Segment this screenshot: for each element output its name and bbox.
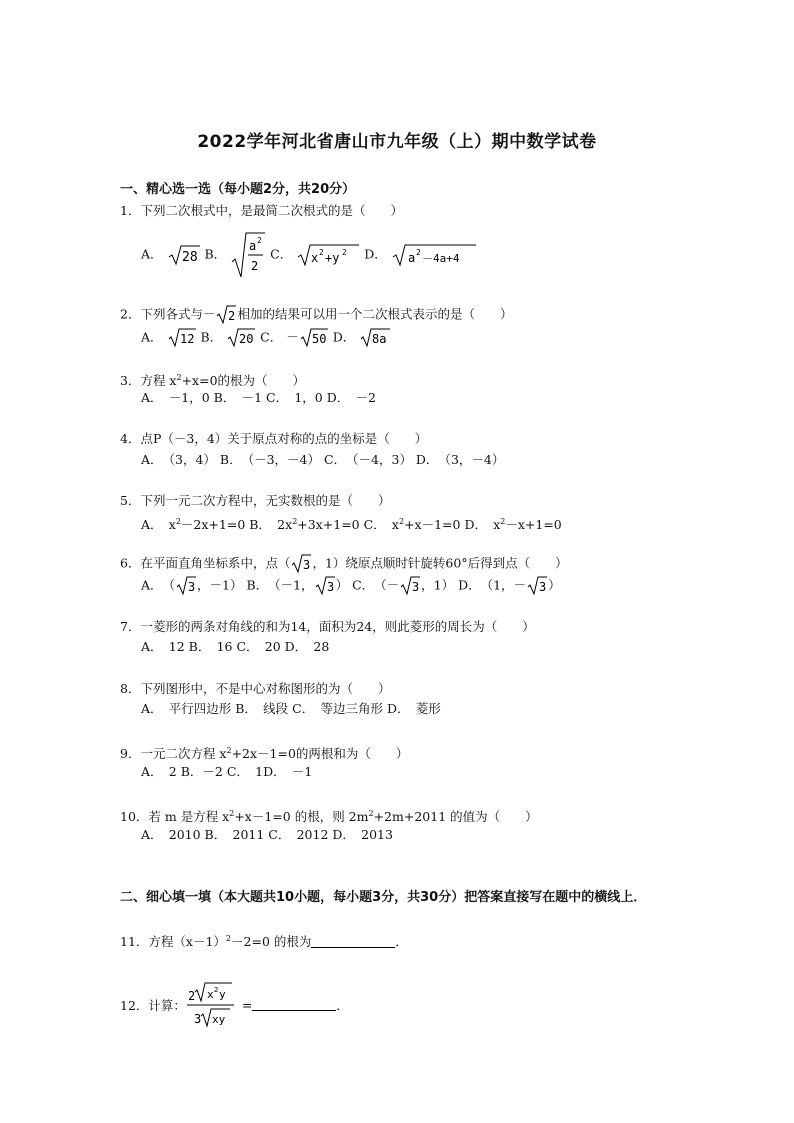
- svg-text:a: a: [249, 239, 257, 253]
- sqrt-28: [167, 243, 201, 267]
- question-6-stem: 6．在平面直角坐标系中，点（ 3 ，1）绕原点顺时针旋转60°后得到点（ ）: [120, 553, 568, 575]
- sqrt-50: [299, 327, 329, 349]
- question-8-options: A． 平行四边形 B． 线段 C． 等边三角形 D． 菱形: [141, 701, 441, 716]
- question-7-options: A． 12 B． 16 C． 20 D． 28: [141, 639, 330, 654]
- fraction-sqrt-expression: [186, 982, 242, 1028]
- svg-text:2: 2: [213, 986, 219, 994]
- svg-text:3: 3: [188, 580, 196, 594]
- answer-blank-12[interactable]: [252, 996, 336, 1011]
- question-5-stem: 5．下列一元二次方程中，无实数根的是（ ）: [120, 493, 391, 508]
- question-3-options: A． －1，0 B． －1 C． 1，0 D． －2: [141, 390, 376, 405]
- svg-text:3: 3: [326, 580, 334, 594]
- question-2-stem: 2．下列各式与－ 2 相加的结果可以用一个二次根式表示的是（ ）: [120, 304, 512, 326]
- question-10-stem: 10．若 m 是方程 $x^2+x-1=0$ 的根，则 $2m^2+2m+2011$ 的值为（ ）: [120, 809, 538, 824]
- page-title: 2022学年河北省唐山市九年级（上）期中数学试卷: [197, 132, 597, 152]
- svg-text:3: 3: [539, 580, 547, 594]
- question-2-options: A． 12 B． 20 C． － 50 D． 8a: [141, 327, 391, 349]
- svg-text:3: 3: [303, 558, 311, 572]
- svg-text:x: x: [206, 988, 214, 1001]
- question-1-stem: 1．下列二次根式中，是最简二次根式的是（ ）: [120, 203, 403, 218]
- question-5-options: A． $x^2-2x+1=0$ B． $2x^2+3x+1=0$ C． $x^2+x-1=0$ D． $x^2-x+1=0$: [141, 517, 562, 532]
- svg-text:a: a: [407, 251, 415, 265]
- svg-text:3: 3: [193, 1012, 202, 1026]
- question-9-options: A． 2 B．－2 C． 1D． －1: [141, 764, 313, 779]
- svg-text:xy: xy: [211, 1013, 226, 1026]
- sqrt-2: [215, 304, 237, 326]
- svg-text:28: 28: [181, 250, 198, 265]
- svg-text:2: 2: [257, 236, 262, 245]
- question-1-options: A． 28 B． a 2 2 C． x 2 +y 2 D． a 2 －4a+4: [141, 230, 477, 280]
- sqrt-8a: [359, 327, 391, 349]
- sqrt-a2-over-2: [230, 230, 266, 280]
- svg-text:2: 2: [319, 248, 325, 257]
- svg-text:2: 2: [228, 309, 236, 323]
- svg-text:y: y: [218, 988, 226, 1001]
- question-8-stem: 8．下列图形中，不是中心对称图形的为（ ）: [120, 681, 391, 696]
- question-4-stem: 4．点P（－3，4）关于原点对称的点的坐标是（ ）: [120, 431, 428, 446]
- sqrt-x2-plus-y2: [296, 242, 360, 268]
- svg-text:8a: 8a: [372, 332, 387, 346]
- sqrt-20: [226, 327, 256, 349]
- question-9-stem: 9．一元二次方程 $x^2+2x-1=0$的两根和为（ ）: [120, 746, 409, 761]
- question-3-stem: 3．方程 $x^2+x=0$的根为（ ）: [120, 373, 306, 388]
- question-10-options: A． 2010 B． 2011 C． 2012 D． 2013: [141, 827, 393, 842]
- sqrt-3-c: [399, 575, 421, 597]
- sqrt-a2-4a-4: [391, 242, 477, 268]
- section-1-heading: 一、精心选一选（每小题2分，共20分）: [120, 182, 356, 197]
- sqrt-3-a: [175, 575, 197, 597]
- section-2-heading: 二、细心填一填（本大题共10小题，每小题3分，共30分）把答案直接写在题中的横线上．: [120, 890, 647, 905]
- question-12: 12．计算： 2 x 2 y 3 xy = ．: [120, 982, 349, 1028]
- svg-text:50: 50: [311, 332, 327, 346]
- svg-text:2: 2: [342, 248, 348, 257]
- svg-text:20: 20: [239, 332, 254, 346]
- sqrt-3: [290, 553, 312, 575]
- sqrt-3-d: [526, 575, 548, 597]
- svg-text:－4a+4: －4a+4: [421, 252, 460, 265]
- svg-text:3: 3: [412, 580, 420, 594]
- sqrt-12: [167, 327, 197, 349]
- answer-blank-11[interactable]: [311, 933, 395, 948]
- sqrt-3-b: [314, 575, 336, 597]
- svg-text:12: 12: [179, 332, 194, 346]
- question-4-options: A． （3，4） B． （－3，－4） C． （－4，3） D． （3，－4）: [141, 452, 505, 467]
- question-7-stem: 7．一菱形的两条对角线的和为14，面积为24，则此菱形的周长为（ ）: [120, 619, 535, 634]
- svg-text:+y: +y: [325, 251, 340, 265]
- question-11: 11．方程$(x-1)^2-2=0$ 的根为 ．: [120, 934, 408, 949]
- svg-text:x: x: [311, 251, 319, 265]
- svg-text:2: 2: [415, 248, 421, 257]
- question-6-options: A． （ 3 ，－1） B． （－1， 3 ） C． （－ 3 ，1） D． （1，－ 3 ）: [141, 575, 561, 597]
- svg-text:2: 2: [187, 989, 196, 1003]
- svg-text:2: 2: [251, 259, 259, 273]
